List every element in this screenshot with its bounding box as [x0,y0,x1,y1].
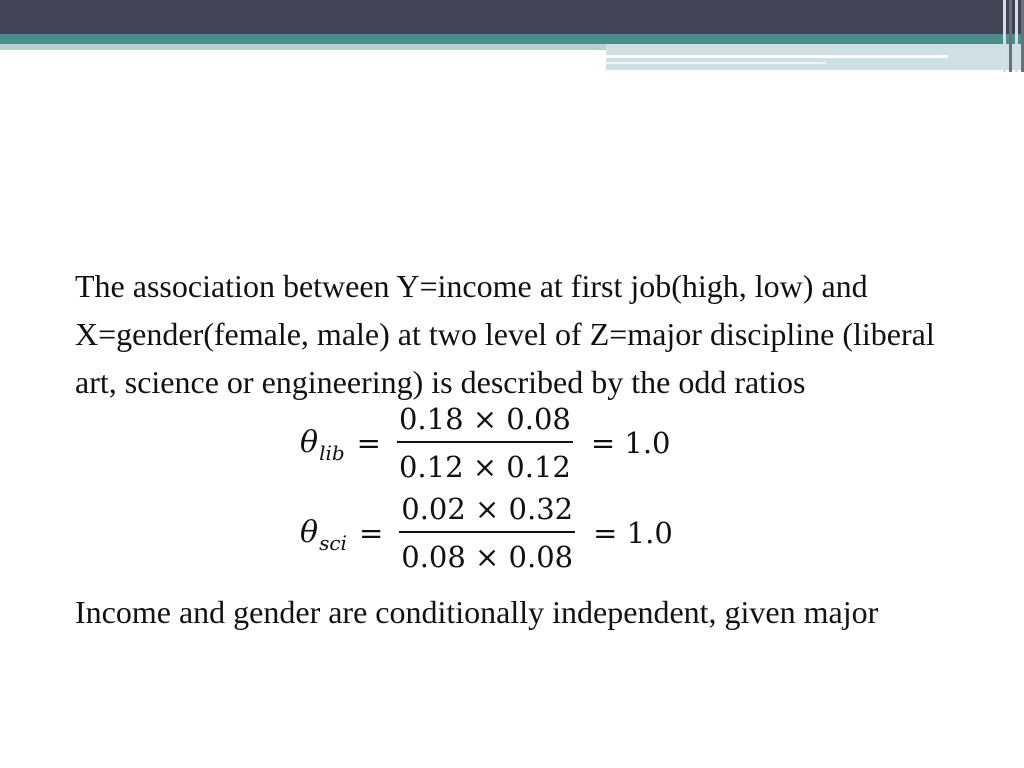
intro-paragraph: The association between Y=income at first job(high, low) and X=gender(female, male) at two level of Z=major discipline (liberal art, science or engineering) is described by the odd ratios [75,268,935,400]
header-teal-band [0,34,1024,44]
equals-sign: = [356,426,381,460]
fraction-denominator: 0.08 × 0.08 [401,540,574,574]
slide-body [75,262,975,636]
theta-symbol: θ [300,425,319,460]
fraction-numerator: 0.02 × 0.32 [401,492,574,526]
header-pale-band [0,44,610,50]
fraction-numerator: 0.18 × 0.08 [398,402,571,436]
corner-stripe [1003,0,1006,72]
theta-subscript: lib [319,441,345,465]
fraction-bar [399,531,575,533]
header-dark-band [0,0,1024,34]
odds-ratio-equations [75,402,975,588]
theta-subscript: sci [319,531,347,555]
equation-sci [300,488,673,578]
theta-symbol: θ [300,515,319,550]
header-accent-line [606,55,948,58]
corner-stripe [1009,0,1012,72]
fraction-denominator: 0.12 × 0.12 [398,450,571,484]
equals-sign: = [358,516,384,550]
conclusion-paragraph: Income and gender are conditionally independent, given major [75,594,879,630]
equation-result: = 1.0 [593,516,673,550]
corner-stripe [1015,0,1018,72]
header-accent-line-secondary [606,62,826,64]
fraction-bar [397,441,573,443]
equation-lib [300,398,671,488]
fraction [399,489,575,577]
equation-result: = 1.0 [590,426,671,460]
corner-stripes-decoration [994,0,1024,72]
fraction [397,399,573,487]
